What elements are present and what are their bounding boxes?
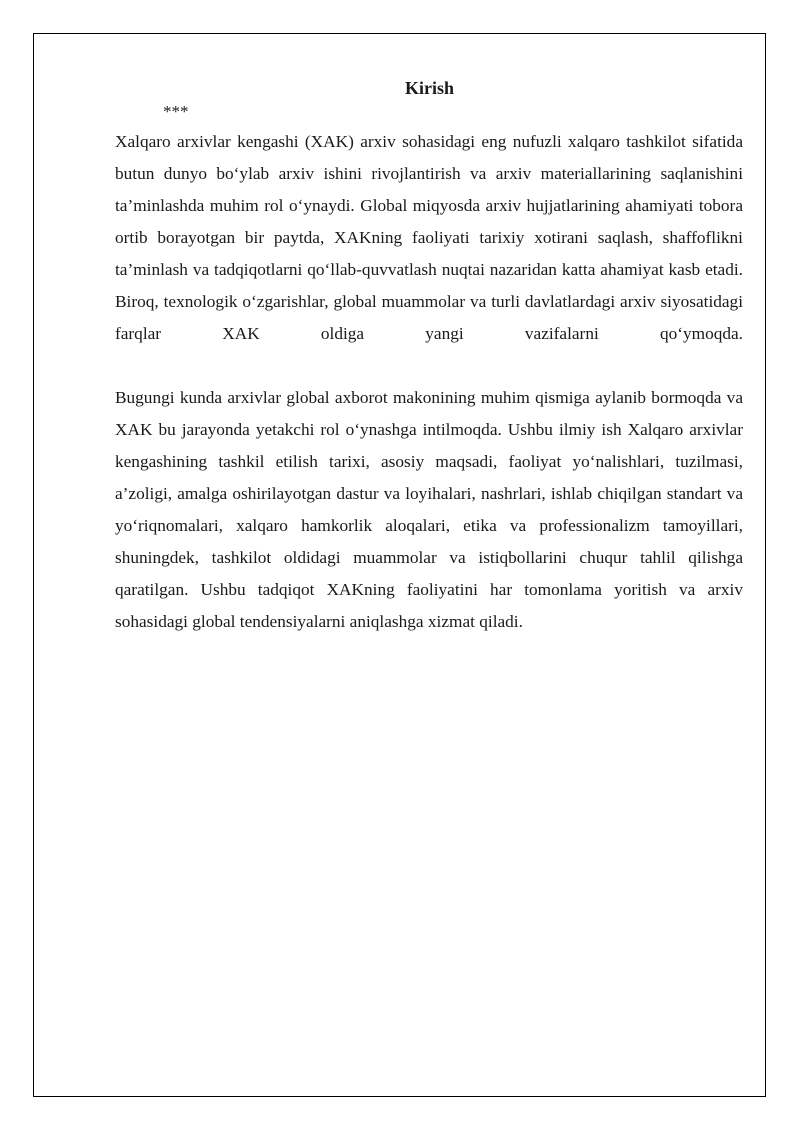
paragraph-1: Xalqaro arxivlar kengashi (XAK) arxiv sohasidagi eng nufuzli xalqaro tashkilot sifatida butun dunyo bo‘ylab arxiv ishini rivojlantirish va arxiv materiallarining saqlanishini ta’minlashda muhim rol o‘ynaydi. Global miqyosda arxiv hujjatlarining ahamiyati tobora ortib borayotgan bir paytda, XAKning faoliyati tarixiy xotirani saqlash, shaffoflikni ta’minlash va tadqiqotlarni qo‘llab-quvvatlash nuqtai nazaridan katta ahamiyat kasb etadi. Biroq, texnologik o‘zgarishlar, global muammolar va turli davlatlardagi arxiv siyosatidagi farqlar XAK oldiga yangi vazifalarni qo‘ymoqda. [115, 132, 743, 343]
document-body [115, 74, 743, 638]
section-separator: *** [163, 102, 189, 121]
paragraph-2: Bugungi kunda arxivlar global axborot makonining muhim qismiga aylanib bormoqda va XAK bu jarayonda yetakchi rol o‘ynashga intilmoqda. Ushbu ilmiy ish Xalqaro arxivlar kengashining tashkil etilish tarixi, asosiy maqsadi, faoliyat yo‘nalishlari, tuzilmasi, a’zoligi, amalga oshirilayotgan dastur va loyihalari, nashrlari, ishlab chiqilgan standart va yo‘riqnomalari, xalqaro hamkorlik aloqalari, etika va professionalizm tamoyillari, shuningdek, tashkilot oldidagi muammolar va istiqbollarini chuqur tahlil qilishga qaratilgan. Ushbu tadqiqot XAKning faoliyatini har tomonlama yoritish va arxiv sohasidagi global tendensiyalarni aniqlashga xizmat qiladi. [115, 388, 743, 631]
document-title: Kirish [404, 78, 454, 98]
